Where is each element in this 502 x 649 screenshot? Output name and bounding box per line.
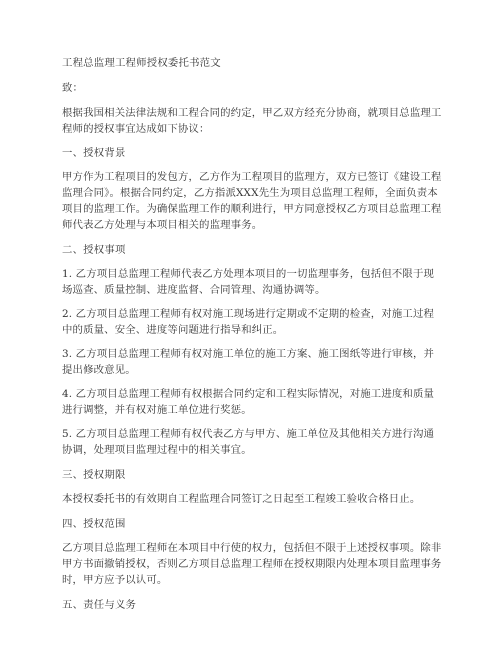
- section-heading-matters: 二、授权事项: [62, 244, 126, 256]
- background-paragraph-line: 项目的监理工作。为确保监理工作的顺利进行，甲方同意授权乙方项目总监理工程: [62, 203, 442, 215]
- matter-item-4-line: 4. 乙方项目总监理工程师有权根据合同约定和工程实际情况，对施工进度和质量: [62, 388, 435, 400]
- scope-paragraph-line: 甲方书面撤销授权，否则乙方项目总监理工程师在授权期限内处理本项目监理事务: [62, 558, 442, 570]
- document-title: 工程总监理工程师授权委托书范文: [62, 57, 221, 69]
- matter-item-2-line: 中的质量、安全、进度等问题进行指导和纠正。: [62, 324, 284, 336]
- matter-item-4-line: 进行调整，并有权对施工单位进行奖惩。: [62, 404, 252, 416]
- matter-item-5-line: 5. 乙方项目总监理工程师有权代表乙方与甲方、施工单位及其他相关方进行沟通: [62, 428, 435, 440]
- matter-item-5-line: 协调，处理项目监理过程中的相关事宜。: [62, 444, 252, 456]
- background-paragraph-line: 甲方作为工程项目的发包方，乙方作为工程项目的监理方，双方已签订《建设工程: [62, 171, 442, 183]
- salutation: 致：: [62, 82, 84, 94]
- matter-item-3-line: 3. 乙方项目总监理工程师有权对施工单位的施工方案、施工图纸等进行审核，并: [62, 348, 435, 360]
- matter-item-1-line: 1. 乙方项目总监理工程师代表乙方处理本项目的一切监理事务，包括但不限于现: [62, 268, 435, 280]
- section-heading-background: 一、授权背景: [62, 147, 126, 159]
- intro-line-2: 程师的授权事宜达成如下协议：: [62, 123, 210, 135]
- scope-paragraph-line: 时，甲方应予以认可。: [62, 574, 168, 586]
- matter-item-1-line: 场巡查、质量控制、进度监督、合同管理、沟通协调等。: [62, 284, 326, 296]
- background-paragraph-line: 监理合同》。根据合同约定，乙方指派XXX先生为项目总监理工程师，全面负责本: [62, 187, 438, 199]
- section-heading-responsibilities: 五、责任与义务: [62, 599, 137, 611]
- period-paragraph-line: 本授权委托书的有效期自工程监理合同签订之日起至工程竣工验收合格日止。: [62, 493, 421, 505]
- background-paragraph-line: 师代表乙方处理与本项目相关的监理事务。: [62, 219, 263, 231]
- matter-item-2-line: 2. 乙方项目总监理工程师有权对施工现场进行定期或不定期的检查，对施工过程: [62, 308, 435, 320]
- matter-item-3-line: 提出修改意见。: [62, 364, 136, 376]
- section-heading-scope: 四、授权范围: [62, 518, 126, 530]
- scope-paragraph-line: 乙方项目总监理工程师在本项目中行使的权力，包括但不限于上述授权事项。除非: [62, 542, 442, 554]
- intro-line-1: 根据我国相关法律法规和工程合同的约定，甲乙双方经充分协商，就项目总监理工: [62, 107, 442, 119]
- section-heading-period: 三、授权期限: [62, 469, 126, 481]
